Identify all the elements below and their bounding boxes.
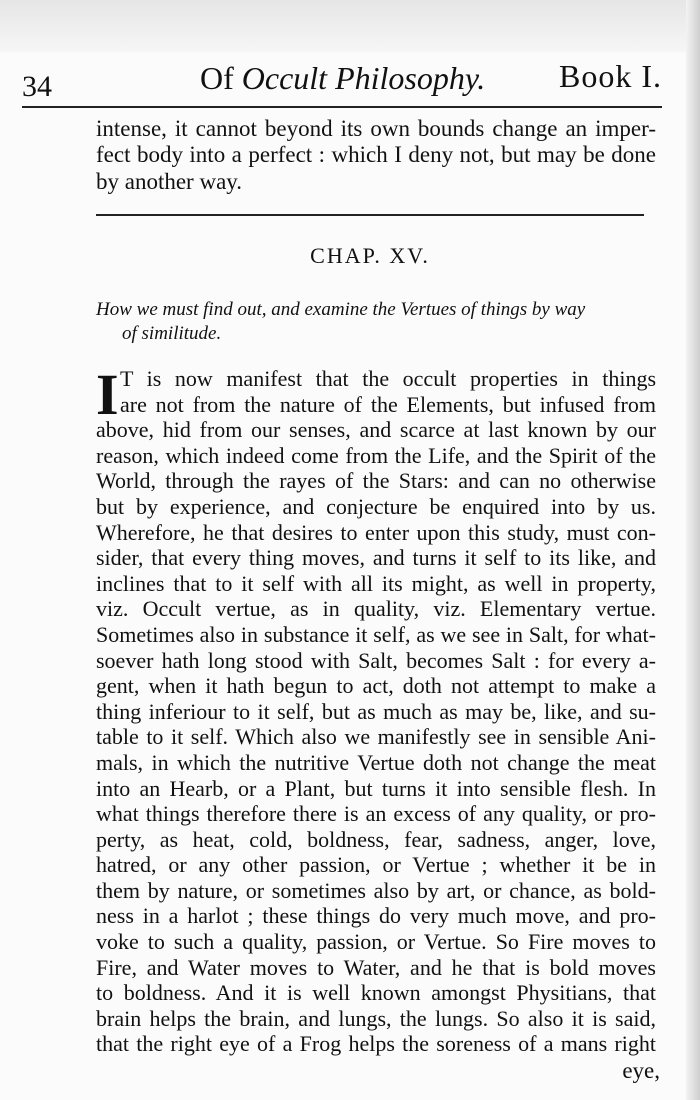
body-line: Fire, and Water moves to Water, and he that is bold moves <box>96 954 656 980</box>
body-line: T is now manifest that the occult properties in things <box>120 366 656 391</box>
body-line: table to it self. Which also we manifestly see in sensible Ani- <box>96 724 656 750</box>
continuation-line: fect body into a perfect : which I deny not, but may be done <box>96 142 656 168</box>
chapter-body <box>96 362 656 1057</box>
subtitle-line: How we must find out, and examine the Vertues of things by way <box>96 299 586 320</box>
body-line: into an Hearb, or a Plant, but turns it into sensible flesh. In <box>96 775 656 801</box>
chapter-heading: CHAP. XV. <box>310 243 430 268</box>
book-label: Book I. <box>559 58 662 94</box>
body-line: inclines that to it self with all its might, as well in property, <box>96 570 656 596</box>
body-line: Wherefore, he that desires to enter upon this study, must con- <box>96 519 656 545</box>
body-line: them by nature, or sometimes also by art, or chance, as bold- <box>96 877 656 903</box>
body-line: but by experience, and conjecture be enquired into by us. <box>96 493 656 519</box>
page-top-shadow <box>0 0 700 52</box>
body-line: are not from the nature of the Elements, but infused from <box>120 391 656 417</box>
body-line: perty, as heat, cold, boldness, fear, sadness, anger, love, <box>96 826 656 852</box>
body-line: gent, when it hath begun to act, doth not attempt to make a <box>96 673 656 699</box>
body-line: Sometimes also in substance it self, as we see in Salt, for what- <box>96 621 656 647</box>
body-line: reason, which indeed come from the Life, and the Spirit of the <box>96 442 656 468</box>
body-line: ness in a harlot ; these things do very much move, and pro- <box>96 903 656 929</box>
body-line: viz. Occult vertue, as in quality, viz. Elementary vertue. <box>96 596 656 622</box>
catchword: eye, <box>622 1058 660 1083</box>
body-line: voke to such a quality, passion, or Vertue. So Fire moves to <box>96 929 656 955</box>
body-line: World, through the rayes of the Stars: and can no otherwise <box>96 468 656 494</box>
header-rule <box>22 106 662 108</box>
drop-cap: I <box>96 362 119 427</box>
body-line: mals, in which the nutritive Vertue doth not change the meat <box>96 749 656 775</box>
body-line: to boldness. And it is well known amongst Physitians, that <box>96 980 656 1006</box>
running-header <box>22 56 662 104</box>
running-title <box>200 60 485 97</box>
body-line: above, hid from our senses, and scarce at last known by our <box>96 417 656 443</box>
continuation-text <box>96 116 656 195</box>
running-title-italic: Occult Philosophy. <box>241 60 486 96</box>
body-line: hatred, or any other passion, or Vertue ; whether it be in <box>96 852 656 878</box>
continuation-line: by another way. <box>96 168 243 194</box>
page-number: 34 <box>22 70 52 103</box>
body-line: thing inferiour to it self, but as much as may be, like, and su- <box>96 698 656 724</box>
body-line: that the right eye of a Frog helps the soreness of a mans right <box>96 1031 656 1057</box>
body-line: sider, that every thing moves, and turns it self to its like, and <box>96 545 656 571</box>
page-right-shadow <box>686 0 700 1100</box>
running-title-prefix: Of <box>200 60 242 96</box>
chapter-subtitle <box>96 298 656 346</box>
section-rule <box>96 214 644 216</box>
body-line: brain helps the brain, and lungs, the lungs. So also it is said, <box>96 1005 656 1031</box>
subtitle-line: of similitude. <box>122 323 222 344</box>
continuation-line: intense, it cannot beyond its own bounds change an imper- <box>96 116 656 141</box>
body-line: soever hath long stood with Salt, becomes Salt : for every a- <box>96 647 656 673</box>
body-line: what things therefore there is an excess of any quality, or pro- <box>96 801 656 827</box>
